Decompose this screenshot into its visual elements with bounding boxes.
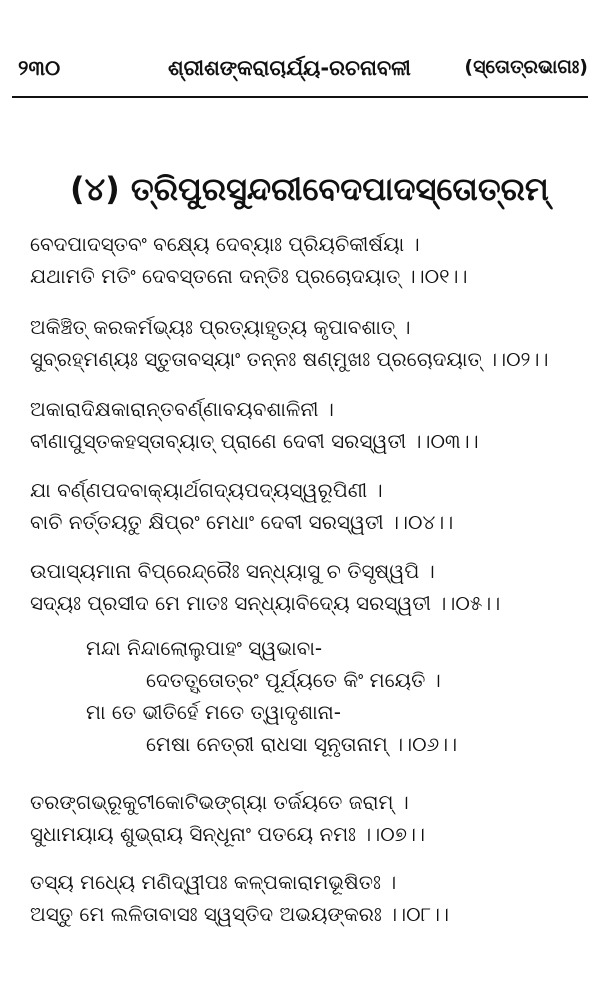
- verse-1: [30, 228, 584, 292]
- verse-line: ଅକିଞ୍ଚିତ୍ କରକର୍ମଭ୍ୟଃ ପ୍ରତ୍ୟାହୃତ୍ୟ କୃପାବଶାତ୍ ।: [30, 315, 411, 339]
- verse-line: ସଦ୍ୟଃ ପ୍ରସୀଦ ମେ ମାତଃ ସନ୍ଧ୍ୟାବିଦ୍ୟେ ସରସ୍ୱତୀ ।।୦୫।।: [30, 591, 501, 615]
- verse-line: ମା ତେ ଭୀତିର୍ହେ ମତେ ତ୍ୱାଦୃଶାନା-: [86, 700, 341, 724]
- verse-line: ମନ୍ଦା ନିନ୍ଦାଲୋଲୁପାହଂ ସ୍ୱଭାବା-: [86, 636, 323, 660]
- verse-line: ସୁବ୍ରହ୍ମଣ୍ୟଃ ସ୍ତୁତାବସ୍ୟାଂ ତନ୍ନଃ ଷଣ୍ମୁଖଃ ପ୍ରଚୋଦୟାତ୍ ।।୦୨।।: [30, 347, 549, 371]
- page-number: ୨୩୦: [18, 56, 61, 80]
- verse-line-indented: ମେଷା ନେତ୍ରୀ ରାଧସା ସୂନୃତାନାମ୍ ।।୦୬।।: [146, 732, 458, 756]
- verse-8: [30, 866, 584, 930]
- verse-3: [30, 393, 584, 457]
- verse-4: [30, 474, 584, 538]
- verse-line: ସୁଧାମୟାୟ ଶୁଭ୍ରାୟ ସିନ୍ଧୂନାଂ ପତୟେ ନମଃ ।।୦୭।।: [30, 822, 426, 846]
- verse-2: [30, 311, 584, 375]
- verse-line: ତସ୍ୟ ମଧ୍ୟେ ମଣିଦ୍ୱୀପଃ କଳ୍ପକାରାମଭୂଷିତଃ ।: [30, 870, 397, 894]
- verse-line-indented: ଦେତତ୍ସ୍ତୋତ୍ରଂ ପୂର୍ଯ୍ୟତେ କିଂ ମୟେତି ।: [146, 668, 441, 692]
- header-rule: [12, 96, 588, 98]
- section-label: (ସ୍ତୋତ୍ରଭାଗଃ): [464, 56, 588, 78]
- verse-6: [86, 632, 584, 760]
- verse-line: ବେଦପାଦସ୍ତବଂ ବକ୍ଷ୍ୟେ ଦେବ୍ୟାଃ ପ୍ରିୟଚିକୀର୍ଷୟା ।: [30, 232, 420, 256]
- verse-line: ଅକାରାଦିକ୍ଷକାରାନ୍ତବର୍ଣ୍ଣାବୟବଶାଳିନୀ ।: [30, 397, 334, 421]
- verse-5: [30, 555, 584, 619]
- running-header: [18, 56, 588, 92]
- verse-line: ବୀଣାପୁସ୍ତକହସ୍ତାବ୍ୟାତ୍ ପ୍ରାଣେ ଦେବୀ ସରସ୍ୱତୀ ।।୦୩।।: [30, 429, 479, 453]
- verse-line: ତରଙ୍ଗଭ୍ରୂକୁଟୀକୋଟିଭଙ୍ଗ୍ୟା ତର୍ଜୟତେ ଜରାମ୍ ।: [30, 790, 409, 814]
- verse-line: ଯଥାମତି ମତିଂ ଦେବସ୍ତନୋ ଦନ୍ତିଃ ପ୍ରଚୋଦୟାତ୍ ।।୦୧।।: [30, 264, 468, 288]
- verse-7: [30, 786, 584, 850]
- verse-line: ଯା ବର୍ଣ୍ଣପଦବାକ୍ୟାର୍ଥଗଦ୍ୟପଦ୍ୟସ୍ୱରୂପିଣୀ ।: [30, 478, 383, 502]
- book-title: ଶ୍ରୀଶଙ୍କରାଚାର୍ଯ୍ୟ-ରଚନାବଳୀ: [168, 56, 411, 80]
- verse-line: ବାଚି ନର୍ତ୍ତୟତୁ କ୍ଷିପ୍ରଂ ମେଧାଂ ଦେବୀ ସରସ୍ୱତୀ ।।୦୪।।: [30, 510, 454, 534]
- hymn-title: (୪) ତ୍ରିପୁରସୁନ୍ଦରୀବେଦପାଦସ୍ତୋତ୍ରମ୍: [70, 170, 549, 208]
- verse-line: ଉପାସ୍ୟମାନା ବିପ୍ରେନ୍ଦ୍ରୈଃ ସନ୍ଧ୍ୟାସୁ ଚ ତିସୃଷ୍ୱପି ।: [30, 559, 435, 583]
- verse-line: ଅସ୍ତୁ ମେ ଲଳିତାବାସଃ ସ୍ୱସ୍ତିଦ ଅଭୟଙ୍କରଃ ।।୦୮।।: [30, 902, 450, 926]
